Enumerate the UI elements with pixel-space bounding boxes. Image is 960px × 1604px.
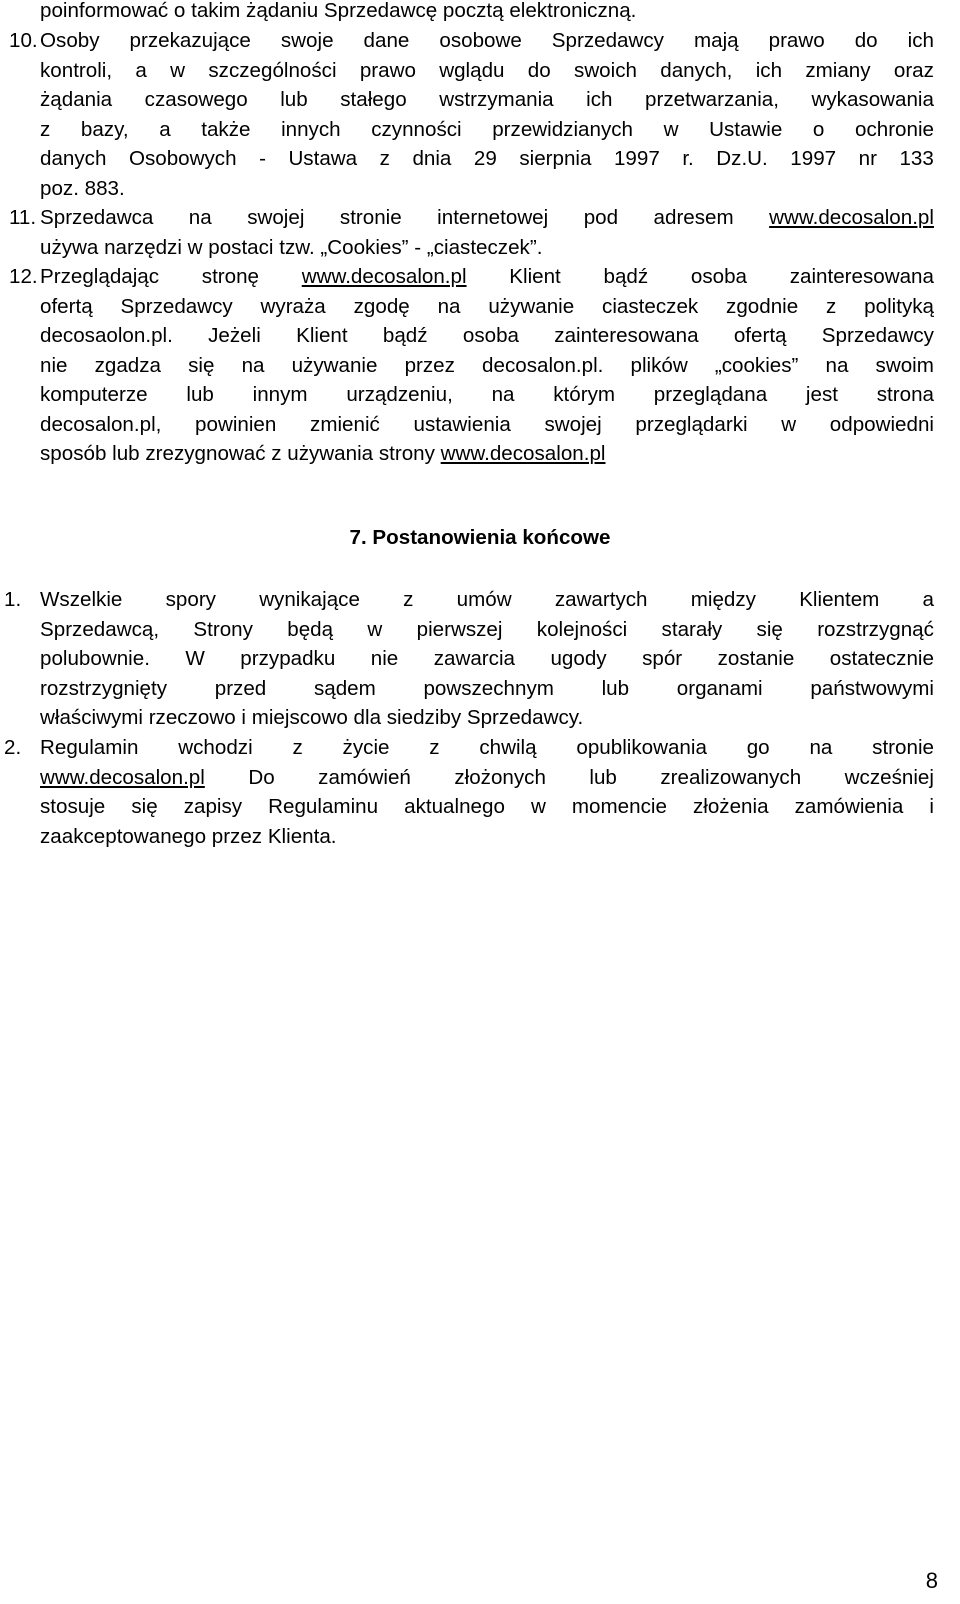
word: do — [854, 29, 878, 52]
word: r. — [682, 147, 694, 170]
item-12-number: 12. — [9, 265, 38, 288]
word: złożenia — [692, 795, 769, 818]
word: aktualnego — [404, 795, 505, 818]
word: swoim — [875, 353, 934, 377]
word: danych — [40, 147, 107, 170]
page-number: 8 — [925, 1568, 938, 1593]
word: oraz — [893, 58, 934, 82]
word: decosalon.pl, — [40, 412, 162, 436]
word: przez — [404, 353, 455, 377]
word: w — [530, 795, 546, 818]
decosalon-link[interactable]: www.decosalon.pl — [769, 206, 934, 229]
word: czynności — [371, 117, 462, 141]
item-10-paragraph — [40, 26, 934, 203]
word: W — [185, 647, 205, 670]
word: osoba — [690, 265, 747, 288]
item-12-line-4 — [40, 351, 934, 381]
word: Ustawie — [709, 117, 783, 141]
word: ustawienia — [413, 412, 511, 436]
word: na — [188, 206, 212, 229]
item-10-line-4 — [40, 115, 934, 145]
word: urządzeniu, — [346, 383, 453, 406]
word: Strony — [193, 617, 253, 641]
word: wynikające — [259, 588, 360, 611]
word: o — [812, 117, 825, 141]
word: wglądu — [439, 58, 505, 82]
word: będą — [287, 617, 334, 641]
word: ofertą — [733, 324, 787, 347]
word: rozstrzygnąć — [817, 617, 934, 641]
word: z — [826, 294, 837, 318]
item-12-line-7: sposób lub zrezygnować z używania strony www.decosalon.pl — [40, 442, 606, 465]
item-2-line-2 — [40, 763, 934, 793]
word: spór — [642, 647, 683, 670]
word: Sprzedawcy — [821, 324, 934, 347]
word: z — [40, 117, 51, 141]
word: strona — [876, 383, 934, 406]
word: z — [292, 736, 303, 759]
word: Sprzedawcą, — [40, 617, 160, 641]
word: ich — [907, 29, 934, 52]
item-2-paragraph — [40, 733, 934, 851]
word: w — [170, 58, 186, 82]
word: używanie — [291, 353, 378, 377]
word: wykasowania — [811, 88, 934, 111]
word: i — [929, 795, 934, 818]
word: się — [131, 795, 158, 818]
word: zmiany — [805, 58, 871, 82]
word: którym — [553, 383, 616, 406]
word: nie — [40, 353, 68, 377]
word: 1997 — [613, 147, 660, 170]
word: lub — [589, 765, 617, 789]
word: także — [201, 117, 251, 141]
word: Regulaminu — [268, 795, 379, 818]
word: odpowiedni — [829, 412, 934, 436]
word: używanie — [488, 294, 575, 318]
word: ostatecznie — [829, 647, 934, 670]
word: spory — [165, 588, 216, 611]
word: wyraża — [260, 294, 326, 318]
word: stosuje — [40, 795, 106, 818]
word: nie — [370, 647, 399, 670]
word: prawo — [359, 58, 416, 82]
item-10-line-2 — [40, 56, 934, 86]
item-1-line-5: właściwymi rzeczowo i miejscowo dla siedziby Sprzedawcy. — [40, 706, 584, 729]
item-11-line-2: używa narzędzi w postaci tzw. „Cookies” - „ciasteczek”. — [40, 235, 543, 259]
word: innym — [252, 383, 308, 406]
item-11-number: 11. — [9, 206, 37, 229]
word: komputerze — [40, 383, 148, 406]
word: bądź — [603, 265, 649, 288]
word: polubownie. — [40, 647, 150, 670]
item-11-paragraph — [40, 203, 934, 262]
item-2-line-1 — [40, 733, 934, 763]
word: Jeżeli — [208, 324, 261, 347]
word: przypadku — [240, 647, 336, 670]
word: na — [809, 736, 833, 759]
word: lub — [280, 88, 308, 111]
word: złożonych — [454, 765, 546, 789]
intro-paragraph — [40, 0, 934, 26]
word: a — [159, 117, 171, 141]
decosalon-link[interactable]: www.decosalon.pl — [301, 265, 467, 288]
word: się — [188, 353, 215, 377]
word: 29 — [473, 147, 497, 170]
word: zmienić — [310, 412, 380, 436]
word: decosalon.pl. — [482, 353, 604, 377]
word: stronie — [339, 206, 402, 229]
word: Dz.U. — [716, 147, 768, 170]
item-1-paragraph — [40, 585, 934, 733]
word: stałego — [340, 88, 407, 111]
word: kolejności — [536, 617, 628, 641]
item-12-line-6 — [40, 410, 934, 440]
word: decosaolon.pl. — [40, 324, 173, 347]
word: w — [367, 617, 383, 641]
word: na — [437, 294, 461, 318]
word: z — [403, 588, 414, 611]
word: ciasteczek — [602, 294, 699, 318]
section-heading: 7. Postanowienia końcowe — [349, 526, 611, 549]
item-1-number: 1. — [4, 588, 22, 611]
word: go — [746, 736, 770, 759]
word: państwowymi — [810, 676, 934, 700]
word: - — [259, 147, 266, 170]
word: się — [756, 617, 783, 641]
item-12-line-2 — [40, 292, 934, 322]
word: zawartych — [554, 588, 648, 611]
word: wchodzi — [178, 736, 253, 759]
word: Osoby — [40, 29, 100, 52]
word: żądania — [40, 88, 113, 111]
word: wcześniej — [844, 765, 934, 789]
word: ofertą — [40, 294, 93, 318]
word: pod — [583, 206, 619, 229]
word: w — [663, 117, 679, 141]
word: Klient — [296, 324, 348, 347]
word: zgadza — [94, 353, 162, 377]
decosalon-link[interactable]: www.decosalon.pl — [40, 765, 205, 789]
word: plików — [630, 353, 688, 377]
word: przeglądana — [653, 383, 768, 406]
word: czasowego — [144, 88, 248, 111]
word: „cookies” — [714, 353, 799, 377]
word: kontroli, — [40, 58, 113, 82]
word: polityką — [864, 294, 934, 318]
word: zamówienia — [794, 795, 904, 818]
item-2-number: 2. — [4, 736, 22, 759]
word: Wszelkie — [40, 588, 123, 611]
word: ugody — [550, 647, 607, 670]
word: lub — [601, 676, 630, 700]
word: powszechnym — [423, 676, 554, 700]
word: starały — [661, 617, 723, 641]
word: przewidzianych — [492, 117, 634, 141]
word: jest — [805, 383, 838, 406]
word: 1997 — [790, 147, 837, 170]
word: a — [135, 58, 147, 82]
word: zrealizowanych — [660, 765, 802, 789]
item-1-line-3 — [40, 644, 934, 674]
word: dnia — [412, 147, 452, 170]
word: 133 — [899, 147, 934, 170]
item-1-line-1 — [40, 585, 934, 615]
word: swoich — [574, 58, 637, 82]
word: zainteresowana — [554, 324, 699, 347]
word: danych, — [660, 58, 733, 82]
item-12-paragraph — [40, 262, 934, 469]
word: ich — [586, 88, 613, 111]
word: chwilą — [479, 736, 537, 759]
item-12-line-3 — [40, 321, 934, 351]
item-12-line-5 — [40, 380, 934, 410]
item-10-number: 10. — [9, 29, 38, 52]
word: swoje — [280, 29, 334, 52]
word: pierwszej — [416, 617, 503, 641]
word: zostanie — [717, 647, 795, 670]
word: a — [922, 588, 934, 611]
word: prawo — [768, 29, 825, 52]
item-11-line-1 — [40, 203, 934, 233]
word: ochronie — [854, 117, 934, 141]
word: zainteresowana — [789, 265, 934, 288]
word: nr — [858, 147, 877, 170]
word: Do — [248, 765, 275, 789]
item-1-line-4 — [40, 674, 934, 704]
word: opublikowania — [576, 736, 707, 759]
word: przetwarzania, — [645, 88, 779, 111]
word: sądem — [313, 676, 376, 700]
word: stronie — [872, 736, 934, 759]
word: Sprzedawca — [40, 206, 154, 229]
word: z — [429, 736, 440, 759]
word: zamówień — [318, 765, 411, 789]
word: Sprzedawcy — [120, 294, 233, 318]
word: na — [825, 353, 849, 377]
word: Sprzedawcy — [551, 29, 664, 52]
word: lub — [186, 383, 214, 406]
word: adresem — [653, 206, 734, 229]
word: sierpnia — [519, 147, 592, 170]
word: umów — [456, 588, 512, 611]
word: wstrzymania — [439, 88, 554, 111]
word: Ustawa — [288, 147, 358, 170]
word: życie — [342, 736, 390, 759]
word: Regulamin — [40, 736, 139, 759]
word: zgodnie — [726, 294, 799, 318]
word: między — [690, 588, 756, 611]
word: mają — [693, 29, 739, 52]
word: Przeglądając — [40, 265, 160, 288]
word: ich — [755, 58, 783, 82]
item-10-line-6: poz. 883. — [40, 176, 125, 200]
intro-line: poinformować o takim żądaniu Sprzedawcę pocztą elektroniczną. — [40, 0, 637, 22]
word: swojej — [247, 206, 305, 229]
word: osobowe — [439, 29, 522, 52]
word: przed — [214, 676, 267, 700]
word: innych — [281, 117, 341, 141]
word: zgodę — [353, 294, 410, 318]
item-10-line-1 — [40, 26, 934, 56]
word: przekazujące — [129, 29, 251, 52]
item-2-line-3 — [40, 792, 934, 822]
word: bądź — [382, 324, 428, 347]
item-1-line-2 — [40, 615, 934, 645]
word: na — [491, 383, 515, 406]
word: szczególności — [208, 58, 337, 82]
item-10-line-3 — [40, 85, 934, 115]
word: organami — [676, 676, 763, 700]
word: Klientem — [799, 588, 880, 611]
word: swojej — [544, 412, 602, 436]
word: rozstrzygnięty — [40, 676, 168, 700]
word: zapisy — [183, 795, 243, 818]
word: internetowej — [437, 206, 549, 229]
word: do — [527, 58, 551, 82]
item-12-line-1 — [40, 262, 934, 292]
item-10-line-5 — [40, 144, 934, 174]
word: osoba — [462, 324, 519, 347]
word: przeglądarki — [635, 412, 748, 436]
word: Osobowych — [128, 147, 237, 170]
word: zawarcia — [433, 647, 515, 670]
word: Klient — [509, 265, 561, 288]
item-2-line-4: zaakceptowanego przez Klienta. — [40, 824, 337, 848]
word: stronę — [201, 265, 260, 288]
word: momencie — [571, 795, 667, 818]
word: powinien — [195, 412, 277, 436]
decosalon-link[interactable]: www.decosalon.pl — [440, 442, 606, 465]
word: bazy, — [80, 117, 129, 141]
word: dane — [363, 29, 410, 52]
word: z — [379, 147, 390, 170]
word: w — [781, 412, 797, 436]
word: na — [241, 353, 265, 377]
